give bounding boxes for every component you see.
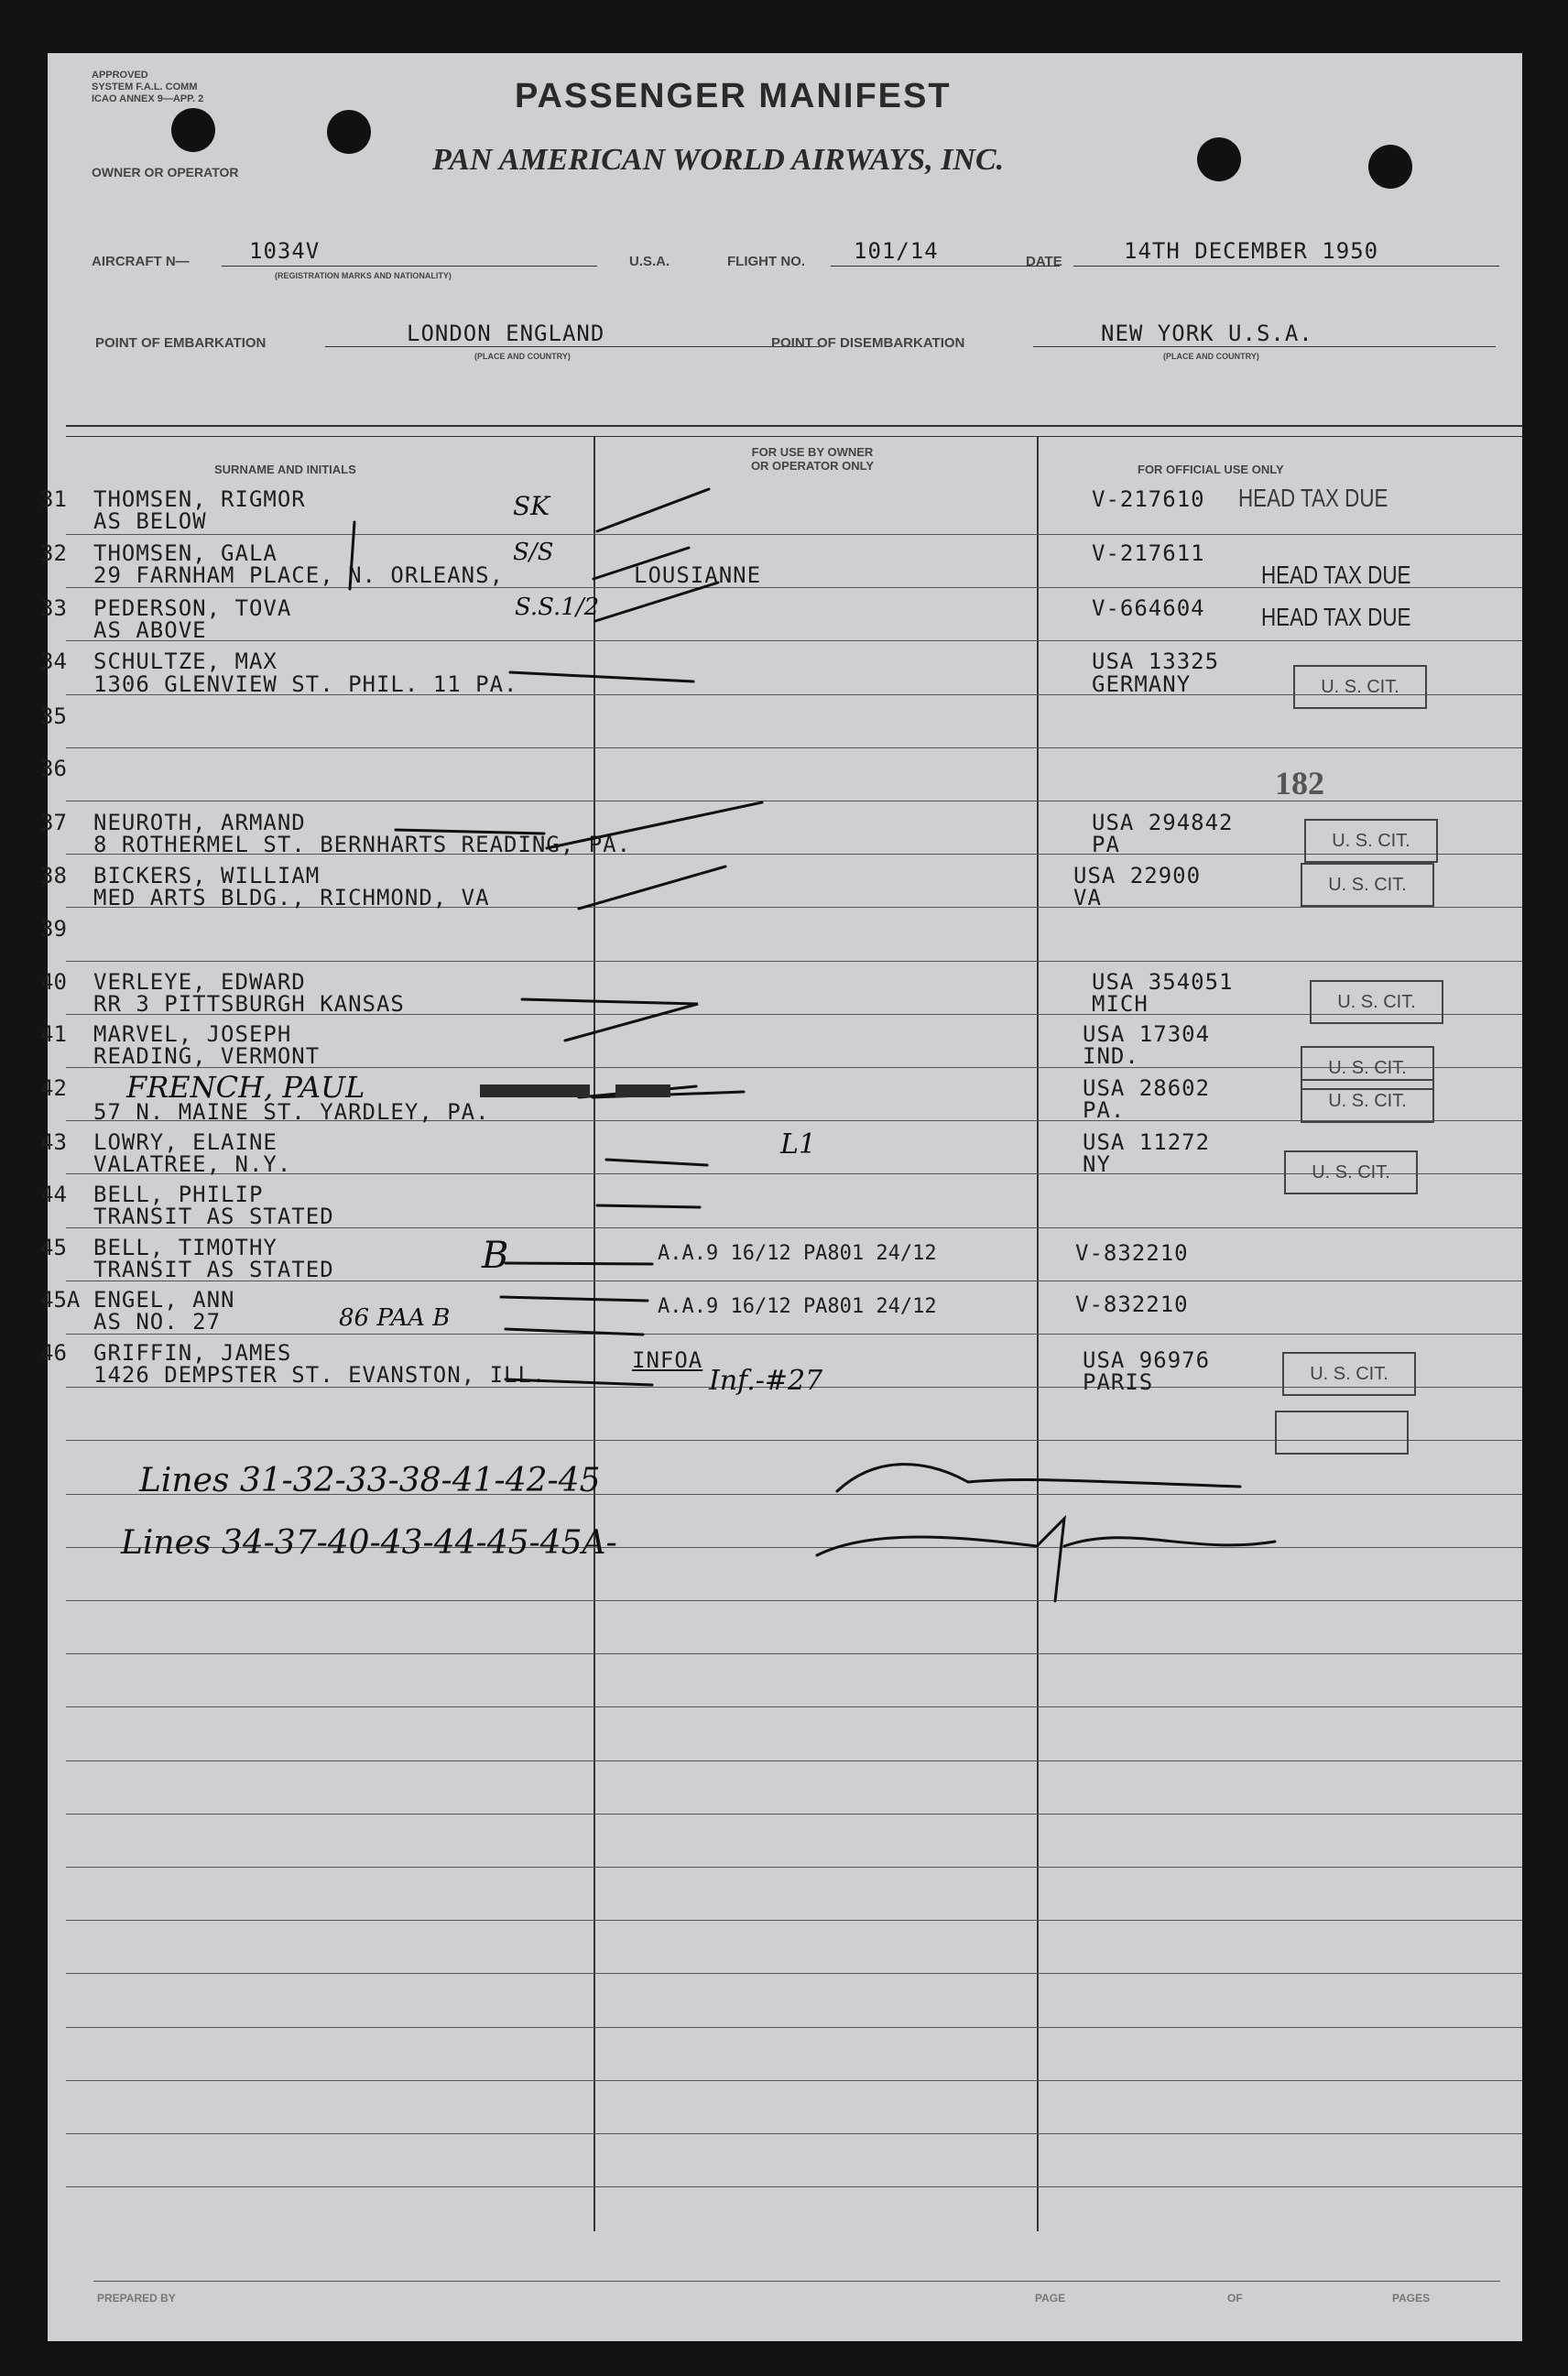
official-id: V-217610	[1092, 486, 1205, 512]
head-tax-stamp: HEAD TAX DUE	[1238, 484, 1388, 512]
pen-stroke	[606, 1160, 707, 1165]
official-id: USA 354051	[1092, 969, 1234, 995]
official-id: USA 96976	[1083, 1347, 1211, 1373]
line-number: 31	[40, 486, 67, 512]
us-cit-stamp: U. S. CIT.	[1301, 1079, 1434, 1123]
official-id: V-832210	[1075, 1292, 1189, 1317]
passenger-name-handwritten: FRENCH, PAUL	[126, 1070, 365, 1105]
date-value: 14TH DECEMBER 1950	[1124, 238, 1379, 264]
pen-marks	[48, 53, 1522, 2341]
page-number: 182	[1275, 765, 1324, 801]
approval-line: APPROVED	[92, 70, 148, 81]
pen-stroke	[510, 672, 693, 681]
line-number: 35	[40, 703, 67, 729]
owner-note: INFOA	[632, 1347, 703, 1373]
us-cit-stamp: U. S. CIT.	[1310, 980, 1443, 1024]
line-number: 34	[40, 648, 67, 674]
passenger-name: THOMSEN, GALA	[93, 540, 278, 566]
embark-value: LONDON ENGLAND	[407, 321, 605, 346]
pen-stroke	[506, 1263, 652, 1264]
pen-stroke	[595, 583, 718, 621]
passenger-name: THOMSEN, RIGMOR	[93, 486, 306, 512]
official-origin: VA	[1073, 885, 1102, 910]
signature-stroke	[817, 1519, 1275, 1601]
us-cit-stamp: U. S. CIT.	[1293, 665, 1427, 709]
line-number: 41	[40, 1021, 67, 1047]
owner-note: Inf.-#27	[709, 1365, 823, 1397]
aircraft-caption: (REGISTRATION MARKS AND NATIONALITY)	[275, 271, 452, 280]
pen-stroke	[506, 1329, 643, 1335]
owner-note: LOUSIANNE	[634, 562, 762, 588]
passenger-address: 57 N. MAINE ST. YARDLEY, PA.	[93, 1099, 490, 1125]
pen-stroke	[579, 866, 725, 909]
passenger-name: VERLEYE, EDWARD	[93, 969, 306, 995]
pages-label: PAGES	[1392, 2292, 1431, 2305]
passenger-address: VALATREE, N.Y.	[93, 1151, 292, 1177]
handwritten-lines-note: Lines 31-32-33-38-41-42-45	[139, 1462, 601, 1499]
us-cit-stamp: U. S. CIT.	[1301, 863, 1434, 907]
head-tax-stamp: HEAD TAX DUE	[1261, 603, 1411, 631]
handwritten-mark: 86 PAA B	[339, 1304, 451, 1332]
official-id: USA 294842	[1092, 810, 1234, 835]
official-id: USA 11272	[1083, 1129, 1211, 1155]
passenger-name: BICKERS, WILLIAM	[93, 863, 321, 888]
approval-line: ICAO ANNEX 9—APP. 2	[92, 93, 204, 104]
owner-note: A.A.9 16/12 PA801 24/12	[658, 1242, 937, 1265]
prepared-by-label: PREPARED BY	[97, 2292, 176, 2305]
passenger-name: ENGEL, ANN	[93, 1287, 235, 1313]
official-id: V-664604	[1092, 595, 1205, 621]
line-number: 40	[40, 969, 67, 995]
date-label: DATE	[1026, 254, 1062, 269]
line-number: 43	[40, 1129, 67, 1155]
signature-stroke	[837, 1465, 1240, 1491]
passenger-address: 1306 GLENVIEW ST. PHIL. 11 PA.	[93, 671, 518, 697]
official-origin: NY	[1083, 1151, 1111, 1177]
owner-note: A.A.9 16/12 PA801 24/12	[658, 1295, 937, 1318]
col-header-owner-line2: OR OPERATOR ONLY	[750, 459, 875, 473]
pen-stroke	[506, 1379, 652, 1385]
line-number: 32	[40, 540, 67, 566]
us-cit-stamp: U. S. CIT.	[1282, 1352, 1416, 1396]
flight-value: 101/14	[854, 238, 939, 264]
line-number: 39	[40, 916, 67, 942]
pen-stroke	[396, 830, 544, 834]
passenger-name: BELL, PHILIP	[93, 1182, 264, 1207]
usa-label: U.S.A.	[629, 254, 670, 269]
of-label: OF	[1227, 2292, 1243, 2305]
line-number: 37	[40, 810, 67, 835]
pen-stroke	[597, 489, 709, 531]
passenger-address: RR 3 PITTSBURGH KANSAS	[93, 991, 405, 1017]
passenger-address: AS BELOW	[93, 508, 207, 534]
disembark-caption: (PLACE AND COUNTRY)	[1163, 352, 1259, 361]
embark-label: POINT OF EMBARKATION	[95, 335, 267, 351]
official-id: USA 22900	[1073, 863, 1202, 888]
passenger-address: TRANSIT AS STATED	[93, 1204, 334, 1229]
official-origin: IND.	[1083, 1043, 1139, 1069]
official-origin: PARIS	[1083, 1369, 1154, 1395]
official-id: V-832210	[1075, 1240, 1189, 1266]
passenger-address: 8 ROTHERMEL ST. BERNHARTS READING, PA.	[93, 832, 632, 857]
passenger-address: 29 FARNHAM PLACE, N. ORLEANS,	[93, 562, 505, 588]
passenger-address: READING, VERMONT	[93, 1043, 321, 1069]
embark-caption: (PLACE AND COUNTRY)	[474, 352, 571, 361]
official-origin: GERMANY	[1092, 671, 1192, 697]
line-number: 45A	[40, 1287, 81, 1313]
passenger-name: SCHULTZE, MAX	[93, 648, 278, 674]
official-origin: PA	[1092, 832, 1120, 857]
footer-rule	[93, 2281, 1500, 2282]
official-origin: PA.	[1083, 1097, 1126, 1123]
strike-through	[615, 1084, 670, 1097]
handwritten-mark: SK	[513, 491, 550, 521]
disembark-value: NEW YORK U.S.A.	[1101, 321, 1313, 346]
passenger-name: MARVEL, JOSEPH	[93, 1021, 292, 1047]
line-number: 36	[40, 756, 67, 781]
handwritten-mark: S/S	[513, 539, 554, 566]
official-id: USA 17304	[1083, 1021, 1211, 1047]
us-cit-stamp: U. S. CIT.	[1284, 1150, 1418, 1194]
official-origin: MICH	[1092, 991, 1149, 1017]
pen-stroke	[597, 1205, 700, 1207]
passenger-name: PEDERSON, TOVA	[93, 595, 292, 621]
owner-label: OWNER OR OPERATOR	[92, 165, 239, 180]
page-title: PASSENGER MANIFEST	[515, 77, 952, 115]
passenger-address: 1426 DEMPSTER ST. EVANSTON, ILL.	[93, 1362, 547, 1388]
aircraft-value: 1034V	[249, 238, 321, 264]
passenger-address: MED ARTS BLDG., RICHMOND, VA	[93, 885, 490, 910]
official-id: V-217611	[1092, 540, 1205, 566]
passenger-address: AS NO. 27	[93, 1309, 222, 1335]
airline-name: PAN AMERICAN WORLD AIRWAYS, INC.	[432, 143, 1005, 177]
col-header-official: FOR OFFICIAL USE ONLY	[1138, 463, 1284, 476]
pen-stroke	[593, 548, 689, 579]
pen-stroke	[522, 999, 698, 1041]
line-number: 46	[40, 1340, 67, 1366]
passenger-address: AS ABOVE	[93, 617, 207, 643]
line-number: 33	[40, 595, 67, 621]
pen-stroke	[547, 802, 762, 848]
page-label: PAGE	[1035, 2292, 1066, 2305]
passenger-name: BELL, TIMOTHY	[93, 1235, 278, 1260]
us-cit-stamp: U. S. CIT.	[1301, 1046, 1434, 1090]
manifest-sheet	[40, 53, 1522, 2341]
pen-stroke	[501, 1297, 648, 1301]
passenger-name: LOWRY, ELAINE	[93, 1129, 278, 1155]
line-number: 38	[40, 863, 67, 888]
official-id: USA 13325	[1092, 648, 1220, 674]
passenger-name: NEUROTH, ARMAND	[93, 810, 306, 835]
us-cit-stamp: U. S. CIT.	[1304, 819, 1438, 863]
passenger-name: GRIFFIN, JAMES	[93, 1340, 292, 1366]
handwritten-mark: B	[482, 1235, 509, 1277]
handwritten-mark: S.S.1/2	[515, 594, 600, 621]
pen-stroke	[350, 522, 354, 589]
flight-label: FLIGHT NO.	[727, 254, 805, 269]
passenger-address: TRANSIT AS STATED	[93, 1257, 334, 1282]
handwritten-lines-note: Lines 34-37-40-43-44-45-45A-	[121, 1524, 617, 1562]
line-number: 45	[40, 1235, 67, 1260]
disembark-label: POINT OF DISEMBARKATION	[771, 335, 965, 351]
aircraft-label: AIRCRAFT N—	[92, 254, 190, 269]
strike-through	[480, 1084, 590, 1097]
approval-line: SYSTEM F.A.L. COMM	[92, 82, 198, 93]
line-number: 44	[40, 1182, 67, 1207]
head-tax-stamp: HEAD TAX DUE	[1261, 561, 1411, 589]
owner-note: L1	[780, 1128, 817, 1161]
official-id: USA 28602	[1083, 1075, 1211, 1101]
col-header-owner-line1: FOR USE BY OWNER	[751, 445, 874, 459]
col-header-surname: SURNAME AND INITIALS	[214, 463, 356, 476]
line-number: 42	[40, 1075, 67, 1101]
